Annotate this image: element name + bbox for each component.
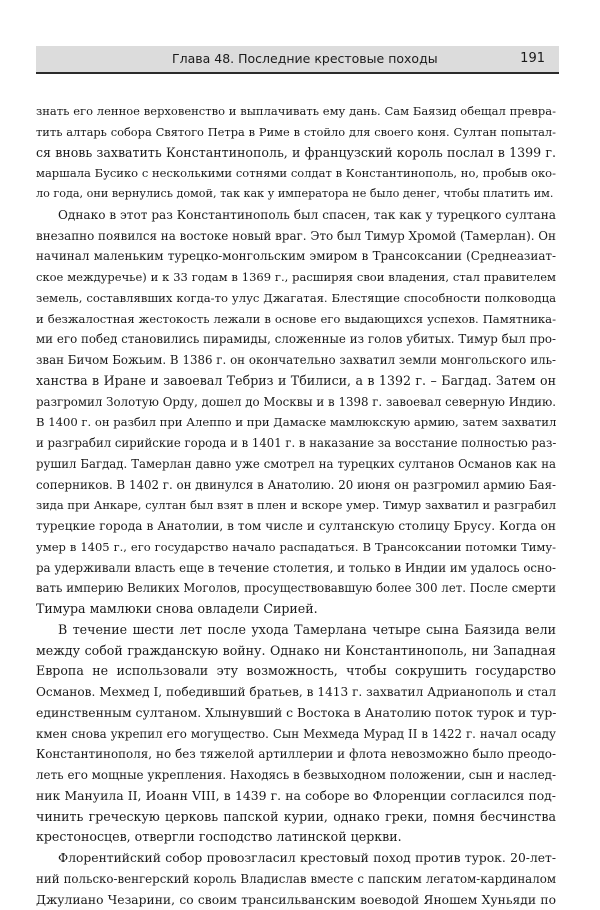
- text-line: Джулиано Чезарини, со своим трансильванским воеводой Яношем Хуньяди по: [36, 890, 556, 910]
- text-line: В 1400 г. он разбил при Алеппо и при Дамаске мамлюкскую армию, затем захватил: [36, 412, 556, 433]
- text-line: Тимура мамлюки снова овладели Сирией.: [36, 599, 556, 620]
- text-line: Европа не использовали эту возможность, чтобы сокрушить государство: [36, 661, 556, 682]
- text-line: тить алтарь собора Святого Петра в Риме в стойло для своего коня. Султан попытал-: [36, 122, 556, 143]
- text-line: зван Бичом Божьим. В 1386 г. он окончательно захватил земли монгольского иль-: [36, 350, 556, 371]
- text-line: ний польско-венгерский король Владислав вместе с папским легатом-кардиналом: [36, 869, 556, 890]
- text-line: умер в 1405 г., его государство начало распадаться. В Трансоксании потомки Тиму-: [36, 537, 556, 558]
- text-line: ми его побед становились пирамиды, сложенные из голов убитых. Тимур был про-: [36, 329, 556, 350]
- page-number: 191: [520, 51, 545, 66]
- text-line: турецкие города в Анатолии, в том числе и султанскую столицу Брусу. Когда он: [36, 516, 556, 537]
- text-line: разгромил Золотую Орду, дошел до Москвы и в 1398 г. завоевал северную Индию.: [36, 392, 556, 413]
- text-line: знать его ленное верховенство и выплачивать ему дань. Сам Баязид обещал превра-: [36, 101, 556, 122]
- text-line: и безжалостная жестокость лежали в основе его выдающихся успехов. Памятника-: [36, 309, 556, 330]
- text-line: единственным султаном. Хлынувший с Востока в Анатолию поток турок и тур-: [36, 703, 556, 724]
- paragraph-first-line: В течение шести лет после ухода Тамерлана четыре сына Баязида вели: [36, 620, 556, 641]
- text-line: внезапно появился на востоке новый враг. Это был Тимур Хромой (Тамерлан). Он: [36, 226, 556, 247]
- text-line: рушил Багдад. Тамерлан давно уже смотрел на турецких султанов Османов как на: [36, 454, 556, 475]
- text-line: и разграбил сирийские города и в 1401 г. в наказание за восстание полностью раз-: [36, 433, 556, 454]
- text-line: Константинополя, но без тяжелой артиллерии и флота невозможно было преодо-: [36, 744, 556, 765]
- body-text: [36, 101, 556, 910]
- text-line: ся вновь захватить Константинополь, и французский король послал в 1399 г.: [36, 143, 556, 164]
- text-line: начинал маленьким турецко-монгольским эмиром в Трансоксании (Среднеазиат-: [36, 246, 556, 267]
- text-line: ское междуречье) и к 33 годам в 1369 г., расширяя свои владения, стал правителем: [36, 267, 556, 288]
- text-line: земель, составлявших когда-то улус Джагатая. Блестящие способности полководца: [36, 288, 556, 309]
- chapter-title: Глава 48. Последние крестовые походы: [172, 51, 438, 66]
- paragraph-first-line: Флорентийский собор провозгласил крестовый поход против турок. 20-лет-: [36, 848, 556, 869]
- text-line: ра удерживали власть еще в течение столетия, и только в Индии им удалось осно-: [36, 558, 556, 579]
- text-line: ханства в Иране и завоевал Тебриз и Тбилиси, а в 1392 г. – Багдад. Затем он: [36, 371, 556, 392]
- text-line: соперников. В 1402 г. он двинулся в Анатолию. 20 июня он разгромил армию Бая-: [36, 475, 556, 496]
- text-line: крестоносцев, отвергли господство латинской церкви.: [36, 827, 556, 848]
- paragraph-first-line: Однако в этот раз Константинополь был спасен, так как у турецкого султана: [36, 205, 556, 226]
- running-header: [36, 46, 559, 74]
- text-line: чинить греческую церковь папской курии, однако греки, помня бесчинства: [36, 807, 556, 828]
- text-line: между собой гражданскую войну. Однако ни Константинополь, ни Западная: [36, 641, 556, 662]
- text-line: маршала Бусико с несколькими сотнями солдат в Константинополь, но, пробыв око-: [36, 163, 556, 184]
- text-line: Османов. Мехмед I, победивший братьев, в 1413 г. захватил Адрианополь и стал: [36, 682, 556, 703]
- text-line: леть его мощные укрепления. Находясь в безвыходном положении, сын и наслед-: [36, 765, 556, 786]
- text-line: зида при Анкаре, султан был взят в плен и вскоре умер. Тимур захватил и разграбил: [36, 495, 556, 516]
- text-line: ло года, они вернулись домой, так как у императора не было денег, чтобы платить им.: [36, 184, 556, 205]
- text-line: кмен снова укрепил его могущество. Сын Мехмеда Мурад II в 1422 г. начал осаду: [36, 724, 556, 745]
- text-line: вать империю Великих Моголов, просуществовавшую более 300 лет. После смерти: [36, 578, 556, 599]
- text-line: ник Мануила II, Иоанн VIII, в 1439 г. на соборе во Флоренции согласился под-: [36, 786, 556, 807]
